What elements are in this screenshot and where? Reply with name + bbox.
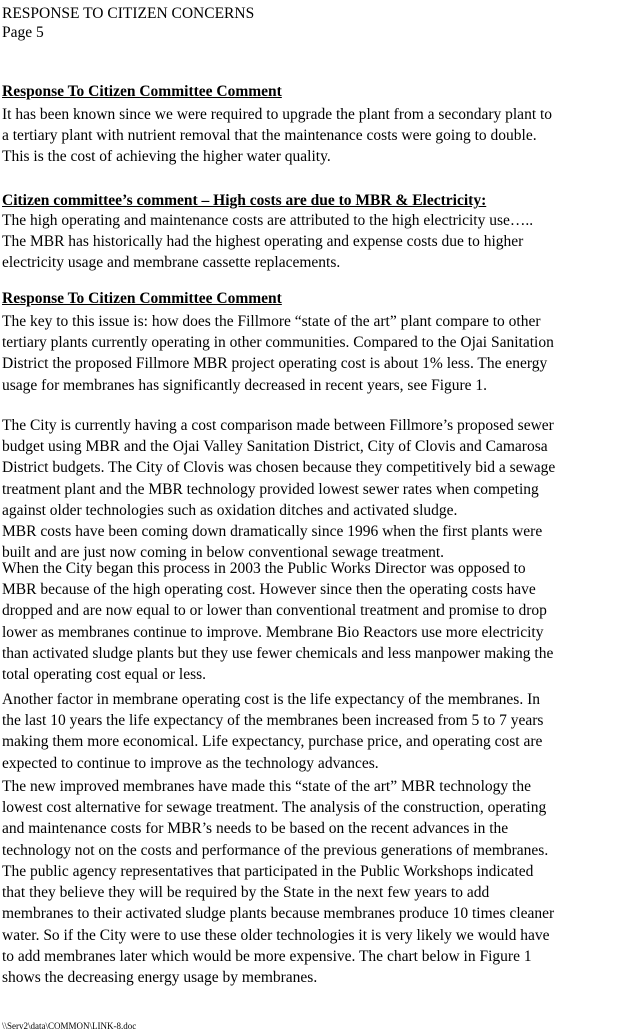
text-line: The new improved membranes have made this “state of the art” MBR technology the: [2, 778, 531, 795]
text-line: The City is currently having a cost comparison made between Fillmore’s proposed sewer: [2, 417, 554, 434]
text-line: and maintenance costs for MBR’s needs to be based on the recent advances in the: [2, 820, 509, 838]
text-line: The public agency representatives that participated in the Public Workshops indicated: [2, 863, 534, 880]
text-line: built and are just now coming in below conventional sewage treatment.: [2, 544, 445, 562]
text-line: than activated sludge plants but they use fewer chemicals and less manpower making the: [2, 644, 554, 662]
document-title: RESPONSE TO CITIZEN CONCERNS: [2, 5, 255, 22]
text-line: that they believe they will be required by the State in the next few years to add: [2, 884, 490, 902]
section-heading-committee-comment: Citizen committee’s comment – High costs are due to MBR & Electricity:: [2, 192, 487, 209]
text-line: tertiary plants currently operating in other communities. Compared to the Ojai Sanitation: [2, 334, 554, 352]
text-line: Another factor in membrane operating cost is the life expectancy of the membranes. In: [2, 691, 540, 708]
paragraph-public-agency: [2, 861, 638, 988]
text-line: usage for membranes has significantly decreased in recent years, see Figure 1.: [2, 376, 488, 394]
text-line: electricity usage and membrane cassette replacements.: [2, 254, 341, 272]
text-line: total operating cost equal or less.: [2, 666, 207, 684]
text-line: against older technologies such as oxidation ditches and activated sludge.: [2, 501, 458, 519]
text-line: lowest cost alternative for sewage treatment. The analysis of the construction, operating: [2, 799, 547, 817]
text-line: The high operating and maintenance costs are attributed to the high electricity use…..: [2, 212, 534, 229]
footer-file-path: \\Serv2\data\COMMON\LINK-8.doc: [2, 1021, 137, 1031]
text-line: It has been known since we were required to upgrade the plant from a secondary plant to: [2, 106, 553, 123]
text-line: MBR because of the high operating cost. However since then the operating costs have: [2, 581, 536, 599]
text-line: District budgets. The City of Clovis was chosen because they competitively bid a sewage: [2, 459, 556, 477]
text-line: dropped and are now equal to or lower than conventional treatment and promise to drop: [2, 602, 547, 620]
text-line: the last 10 years the life expectancy of the membranes been increased from 5 to 7 years: [2, 712, 544, 730]
text-line: lower as membranes continue to improve. Membrane Bio Reactors use more electricity: [2, 623, 544, 641]
text-line: to add membranes later which would be more expensive. The chart below in Figure 1: [2, 947, 532, 965]
paragraph-life-expectancy: [2, 689, 638, 774]
text-line: District the proposed Fillmore MBR project operating cost is about 1% less. The energy: [2, 355, 548, 373]
text-line: expected to continue to improve as the technology advances.: [2, 754, 379, 772]
text-line: The key to this issue is: how does the Fillmore “state of the art” plant compare to other: [2, 313, 541, 330]
text-line: membranes to their activated sludge plants because membranes produce 10 times cleaner: [2, 905, 555, 923]
text-line: The MBR has historically had the highest operating and expense costs due to higher: [2, 233, 524, 251]
page-number: Page 5: [2, 24, 44, 41]
text-line: shows the decreasing energy usage by membranes.: [2, 969, 318, 987]
text-line: budget using MBR and the Ojai Valley Sanitation District, City of Clovis and Camarosa: [2, 438, 548, 456]
section-heading-response-1: Response To Citizen Committee Comment: [2, 83, 282, 100]
paragraph-cost-comparison: [2, 415, 638, 563]
paragraph-upgrade-costs: [2, 104, 638, 168]
paragraph-improved-membranes: [2, 776, 638, 861]
text-line: MBR costs have been coming down dramatically since 1996 when the first plants were: [2, 523, 543, 541]
paragraph-committee-comment: [2, 210, 638, 274]
paragraph-public-works: [2, 558, 638, 685]
text-line: technology not on the costs and performance of the previous generations of membranes.: [2, 841, 549, 859]
paragraph-key-issue: [2, 311, 638, 396]
text-line: making them more economical. Life expectancy, purchase price, and operating cost are: [2, 733, 543, 751]
text-line: This is the cost of achieving the higher water quality.: [2, 148, 331, 166]
text-line: treatment plant and the MBR technology provided lowest sewer rates when competing: [2, 480, 539, 498]
text-line: a tertiary plant with nutrient removal that the maintenance costs were going to double.: [2, 127, 537, 145]
text-line: When the City began this process in 2003 the Public Works Director was opposed to: [2, 560, 526, 577]
text-line: water. So if the City were to use these older technologies it is very likely we would have: [2, 926, 550, 944]
section-heading-response-2: Response To Citizen Committee Comment: [2, 290, 282, 307]
